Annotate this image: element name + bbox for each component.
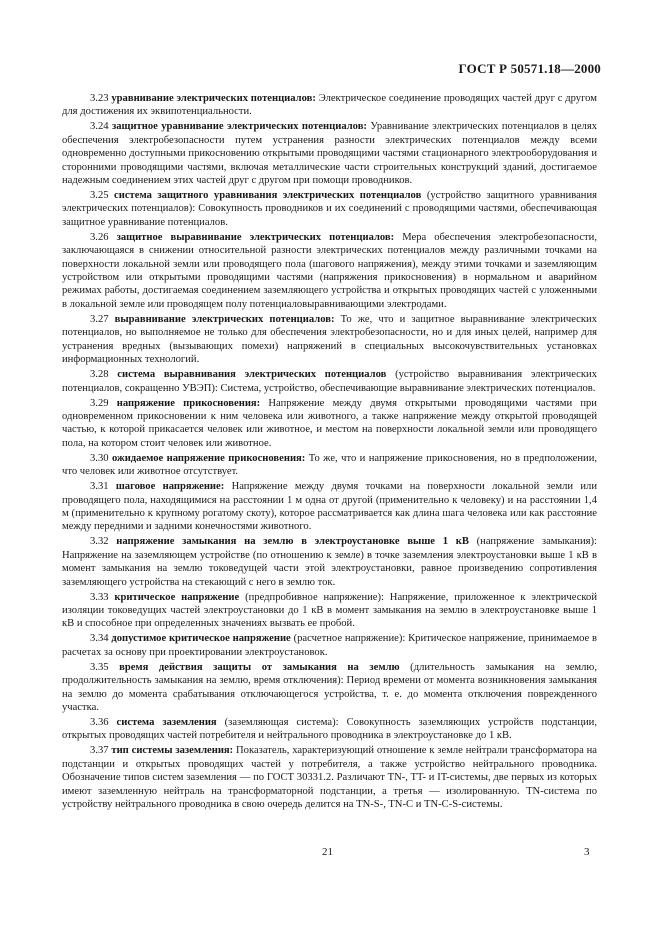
clause-number: 3.34	[90, 633, 109, 645]
definition-paragraph	[62, 480, 597, 534]
clause-number: 3.32	[90, 536, 109, 548]
definition-text: Электрическое соединение проводящих частей друг с другом для достижения их эквипотенциальности.	[62, 93, 597, 118]
standard-header: ГОСТ Р 50571.18—2000	[458, 61, 601, 76]
definition-text: Напряжение между двумя открытыми проводящими частями при одновременном прикосновении к ним человека или животного, а также напряжение между открытой проводящей частью, к которой прикасается человек или животное, и местом на поверхности локальной земли или проводящего пола, на котором стоит человек или животное.	[62, 397, 597, 449]
term: тип системы заземления:	[111, 745, 234, 757]
definition-text: То же, что и напряжение прикосновения, но в предположении, что человек или животное отсутствует.	[62, 452, 598, 478]
definition-text: Напряжение между двумя точками на поверхности локальной земли или проводящего пола, находящимися на расстоянии 1 м одна от другой (применительно к человеку) и на расстоянии 1,4 м (применительно к крупному рогатому скоту), которое рассматривается как длина шага человека или как расстояние между передними и задними конечностями животного.	[62, 481, 597, 533]
definition-paragraph	[62, 716, 597, 743]
term: защитное уравнивание электрических потенциалов:	[111, 121, 367, 133]
term: защитное выравнивание электрических потенциалов:	[116, 231, 395, 243]
definition-paragraph	[62, 744, 597, 811]
definition-text: (устройство защитного уравнивания электрических потенциалов): Совокупность проводников и их соединений с проводящими частями, обеспечивающая защитное уравнивание потенциалов.	[62, 190, 597, 228]
term: шаговое напряжение:	[115, 481, 225, 493]
definition-paragraph	[62, 92, 597, 119]
definition-text: (расчетное напряжение): Критическое напряжение, принимаемое в расчетах за основу при проектировании электроустановок.	[62, 633, 597, 658]
center-page-number: 21	[322, 846, 333, 858]
definition-paragraph	[62, 452, 597, 479]
definition-text: Уравнивание электрических потенциалов в целях обеспечения электробезопасности путем устранения разности электрических потенциалов между всеми одновременно доступными прикосновению открытыми проводящими частями стационарного электрооборудования и сторонними проводящими частями, включая металлические части строительных конструкций зданий, достигаемое надежным соединением этих частей друг с другом при помощи проводников.	[62, 121, 598, 187]
definition-paragraph	[62, 632, 597, 659]
clause-number: 3.27	[90, 313, 109, 325]
definition-text: Мера обеспечения электробезопасности, заключающаяся в снижении относительной разности электрических потенциалов между различными точками на поверхности локальной земли или проводящего пола (шагового напряжения), между этими точками и заземляющим устройством или открытыми проводящими частями (напряжения прикосновения) в нормальном и аварийном режимах работы, достигаемая соединением заземляющего устройства и открытых проводящих частей с уложенными в локальной земле или проводящем полу потенциаловыравнивающими электродами.	[62, 231, 597, 310]
clause-number: 3.26	[90, 231, 109, 243]
definition-text: То же, что и защитное выравнивание электрических потенциалов, но выполняемое не только для обеспечения электробезопасности, но и для иных целей, например для устранения вредных (вызывающих помехи) напряжений в специальных высокочувствительных установках информационных технологий.	[62, 313, 597, 366]
term: время действия защиты от замыкания на землю	[119, 661, 400, 673]
term: уравнивание электрических потенциалов:	[111, 93, 316, 104]
definition-paragraph	[62, 120, 597, 187]
term: допустимое критическое напряжение	[111, 633, 291, 645]
clause-number: 3.24	[90, 121, 109, 133]
definition-text: (напряжение замыкания): Напряжение на заземляющем устройстве (по отношению к земле) в точке заземления электроустановки выше 1 кВ в момент замыкания на землю токоведущей части этой электроустановки, равное произведению сопротивления заземляющего устройства на стекающий с него в землю ток.	[62, 536, 597, 588]
document-body	[62, 92, 597, 813]
term: критическое напряжение	[114, 591, 240, 603]
definition-text: (заземляющая система): Совокупность заземляющих устройств подстанции, открытых проводящих частей потребителя и нейтрального проводника в электроустановке до 1 кВ.	[62, 717, 597, 742]
term: выравнивание электрических потенциалов:	[114, 313, 335, 325]
definition-paragraph	[62, 397, 597, 451]
term: система защитного уравнивания электрических потенциалов	[114, 190, 422, 202]
definition-paragraph	[62, 313, 597, 367]
definition-text: (предпробивное напряжение): Напряжение, приложенное к электрической изоляции токоведущих частей электроустановки до 1 кВ в момент замыкания на землю в электроустановке выше 1 кВ и способное при определенных значениях вызвать ее пробой.	[62, 591, 598, 630]
clause-number: 3.25	[90, 190, 109, 202]
term: напряжение замыкания на землю в электроустановке выше 1 кВ	[116, 536, 469, 548]
clause-number: 3.36	[90, 717, 109, 728]
clause-number: 3.23	[90, 93, 109, 104]
clause-number: 3.35	[90, 661, 109, 673]
definition-paragraph	[62, 368, 597, 395]
clause-number: 3.33	[90, 591, 109, 603]
definition-paragraph	[62, 591, 597, 631]
term: система заземления	[116, 717, 217, 728]
page-number: 3	[584, 846, 590, 858]
definition-paragraph	[62, 189, 597, 229]
definition-text: (длительность замыкания на землю, продолжительность замыкания на землю, время отключения): Период времени от момента возникновения замыкания на землю до момента срабатывания отключающегося устройства, т. е. до момента отключения поврежденного участка.	[62, 661, 597, 713]
definition-paragraph	[62, 231, 597, 311]
clause-number: 3.28	[90, 369, 109, 381]
definition-text: (устройство выравнивания электрических потенциалов, сокращенно УВЭП): Система, устройство, обеспечивающие выравнивание электрических потенциалов.	[62, 369, 597, 394]
definition-text: Показатель, характеризующий отношение к земле нейтрали трансформатора на подстанции и открытых проводящих частей у потребителя, а также устройство нейтрального проводника. Обозначение типов систем заземления — по ГОСТ 30331.2. Различают TN-, TT- и IT-системы, две первых из которых имеют заземленную нейтраль на трансформаторной подстанции, а третья — изолированную. TN-система по устройству нейтрального проводника в свою очередь делится на TN-S-, TN-C и TN-C-S-системы.	[62, 745, 597, 811]
clause-number: 3.30	[90, 452, 109, 464]
definition-paragraph	[62, 535, 597, 589]
term: напряжение прикосновения:	[116, 397, 261, 409]
clause-number: 3.37	[90, 745, 109, 757]
clause-number: 3.29	[90, 397, 109, 409]
definition-paragraph	[62, 661, 597, 715]
term: система выравнивания электрических потенциалов	[117, 369, 387, 381]
term: ожидаемое напряжение прикосновения:	[111, 452, 306, 464]
clause-number: 3.31	[90, 481, 109, 493]
